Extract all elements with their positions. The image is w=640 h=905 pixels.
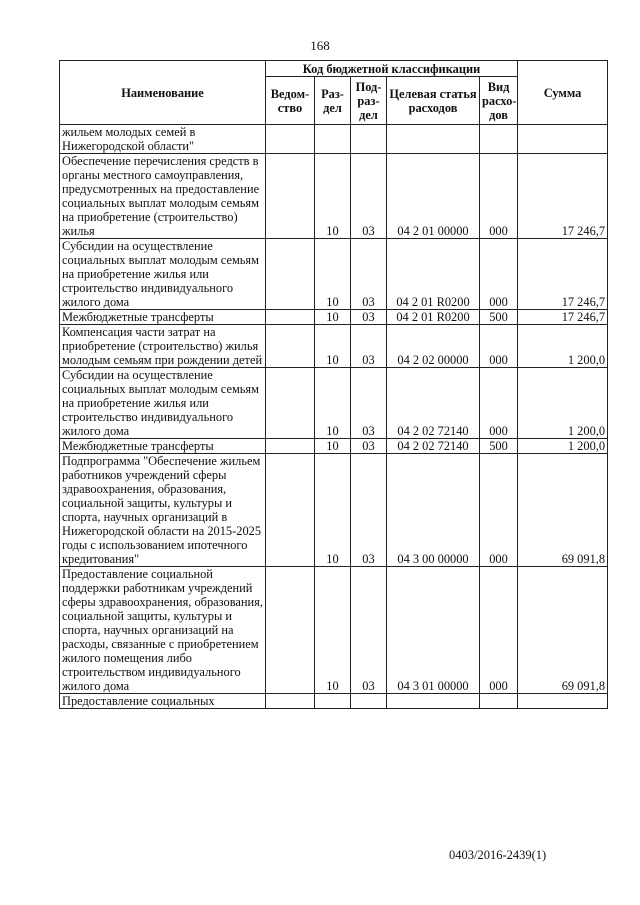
row-vedomstvo bbox=[266, 310, 315, 325]
row-sum: 69 091,8 bbox=[518, 567, 608, 694]
row-target: 04 2 02 72140 bbox=[387, 439, 480, 454]
row-vedomstvo bbox=[266, 454, 315, 567]
row-razdel: 10 bbox=[315, 368, 351, 439]
row-target: 04 2 01 R0200 bbox=[387, 310, 480, 325]
row-podrazdel: 03 bbox=[351, 567, 387, 694]
row-vedomstvo bbox=[266, 125, 315, 154]
row-podrazdel: 03 bbox=[351, 310, 387, 325]
column-header-vedomstvo: Ведом-ство bbox=[266, 77, 315, 125]
row-name: Компенсация части затрат на приобретение (строительство) жилья молодым семьям при рождении детей bbox=[60, 325, 266, 368]
row-name: Субсидии на осуществление социальных выплат молодым семьям на приобретение жилья или строительство индивидуального жилого дома bbox=[60, 368, 266, 439]
row-razdel bbox=[315, 125, 351, 154]
row-sum: 1 200,0 bbox=[518, 325, 608, 368]
column-header-sum: Сумма bbox=[518, 61, 608, 125]
row-vid bbox=[480, 125, 518, 154]
column-header-razdel: Раз-дел bbox=[315, 77, 351, 125]
row-target bbox=[387, 125, 480, 154]
row-name: Обеспечение перечисления средств в органы местного самоуправления, предусмотренных на предоставление социальных выплат молодым семьям на приобретение (строительство) жилья bbox=[60, 154, 266, 239]
row-podrazdel: 03 bbox=[351, 368, 387, 439]
row-sum bbox=[518, 125, 608, 154]
row-podrazdel: 03 bbox=[351, 439, 387, 454]
row-vedomstvo bbox=[266, 567, 315, 694]
row-razdel bbox=[315, 694, 351, 709]
row-vid: 000 bbox=[480, 368, 518, 439]
row-podrazdel bbox=[351, 694, 387, 709]
table-row bbox=[60, 325, 608, 368]
row-sum: 1 200,0 bbox=[518, 439, 608, 454]
table-row bbox=[60, 310, 608, 325]
row-razdel: 10 bbox=[315, 325, 351, 368]
row-name: жильем молодых семей в Нижегородской области" bbox=[60, 125, 266, 154]
row-sum: 17 246,7 bbox=[518, 154, 608, 239]
table-row bbox=[60, 454, 608, 567]
row-razdel: 10 bbox=[315, 454, 351, 567]
table-row bbox=[60, 567, 608, 694]
row-podrazdel: 03 bbox=[351, 454, 387, 567]
row-target bbox=[387, 694, 480, 709]
row-podrazdel: 03 bbox=[351, 154, 387, 239]
row-name: Межбюджетные трансферты bbox=[60, 439, 266, 454]
row-vedomstvo bbox=[266, 694, 315, 709]
row-sum bbox=[518, 694, 608, 709]
column-header-target: Целевая статья расходов bbox=[387, 77, 480, 125]
row-podrazdel bbox=[351, 125, 387, 154]
table-row bbox=[60, 125, 608, 154]
column-group-budget-code: Код бюджетной классификации bbox=[266, 61, 518, 77]
table-row bbox=[60, 439, 608, 454]
row-target: 04 2 01 00000 bbox=[387, 154, 480, 239]
row-target: 04 2 02 00000 bbox=[387, 325, 480, 368]
row-target: 04 3 01 00000 bbox=[387, 567, 480, 694]
row-target: 04 3 00 00000 bbox=[387, 454, 480, 567]
row-name: Подпрограмма "Обеспечение жильем работников учреждений сферы здравоохранения, образования, социальной защиты, культуры и спорта, научных организаций в Нижегородской области на 2015-2025 годы с использованием ипотечного кредитования" bbox=[60, 454, 266, 567]
row-vid: 000 bbox=[480, 325, 518, 368]
row-target: 04 2 01 R0200 bbox=[387, 239, 480, 310]
row-vid: 500 bbox=[480, 310, 518, 325]
row-vid: 000 bbox=[480, 454, 518, 567]
row-sum: 69 091,8 bbox=[518, 454, 608, 567]
row-sum: 1 200,0 bbox=[518, 368, 608, 439]
row-razdel: 10 bbox=[315, 439, 351, 454]
row-vedomstvo bbox=[266, 368, 315, 439]
row-vedomstvo bbox=[266, 325, 315, 368]
row-vid: 500 bbox=[480, 439, 518, 454]
row-vedomstvo bbox=[266, 239, 315, 310]
table-row bbox=[60, 154, 608, 239]
row-razdel: 10 bbox=[315, 154, 351, 239]
row-name: Межбюджетные трансферты bbox=[60, 310, 266, 325]
row-vid: 000 bbox=[480, 567, 518, 694]
column-header-name: Наименование bbox=[60, 61, 266, 125]
budget-table bbox=[59, 60, 608, 709]
row-target: 04 2 02 72140 bbox=[387, 368, 480, 439]
row-vedomstvo bbox=[266, 154, 315, 239]
row-vid: 000 bbox=[480, 154, 518, 239]
row-vid bbox=[480, 694, 518, 709]
row-podrazdel: 03 bbox=[351, 325, 387, 368]
row-name: Субсидии на осуществление социальных выплат молодым семьям на приобретение жилья или строительство индивидуального жилого дома bbox=[60, 239, 266, 310]
row-sum: 17 246,7 bbox=[518, 239, 608, 310]
table-row bbox=[60, 694, 608, 709]
row-razdel: 10 bbox=[315, 567, 351, 694]
document-code: 0403/2016-2439(1) bbox=[449, 848, 547, 862]
table-row bbox=[60, 368, 608, 439]
column-header-podrazdel: Под-раз-дел bbox=[351, 77, 387, 125]
table-row bbox=[60, 239, 608, 310]
page-number: 168 bbox=[310, 38, 330, 53]
row-vid: 000 bbox=[480, 239, 518, 310]
column-header-vid: Вид расхо-дов bbox=[480, 77, 518, 125]
row-vedomstvo bbox=[266, 439, 315, 454]
row-sum: 17 246,7 bbox=[518, 310, 608, 325]
row-name: Предоставление социальных bbox=[60, 694, 266, 709]
row-razdel: 10 bbox=[315, 310, 351, 325]
row-podrazdel: 03 bbox=[351, 239, 387, 310]
row-razdel: 10 bbox=[315, 239, 351, 310]
row-name: Предоставление социальной поддержки работникам учреждений сферы здравоохранения, образования, социальной защиты, культуры и спорта, научных организаций на расходы, связанные с приобретением жилого помещения либо строительством индивидуального жилого дома bbox=[60, 567, 266, 694]
